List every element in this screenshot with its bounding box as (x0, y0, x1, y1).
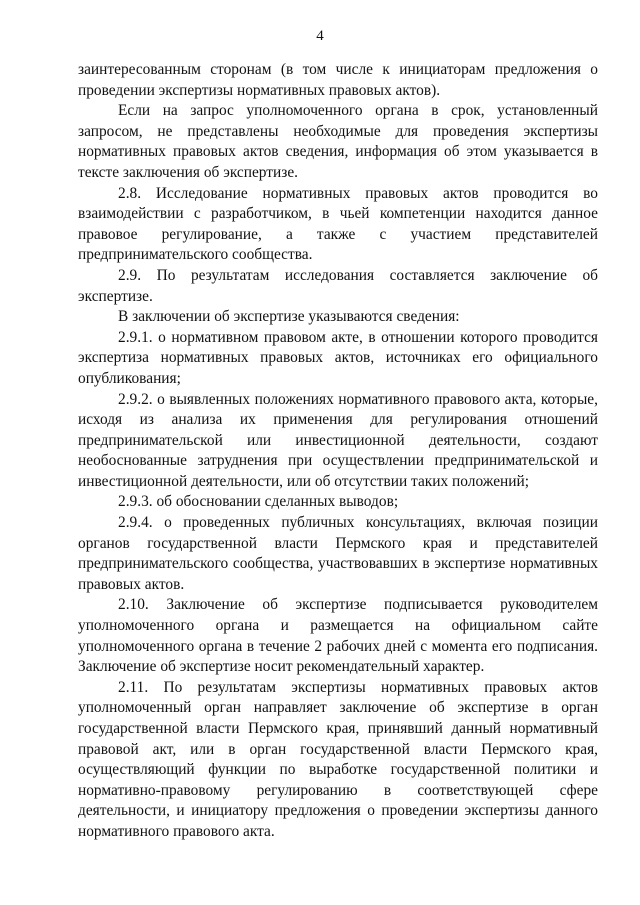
paragraph-request-info: Если на запрос уполномоченного органа в срок, установленный запросом, не представлены необходимые для проведения экспертизы нормативных правовых актов сведения, информация об этом указывается в тексте заключения об экспертизе. (78, 102, 598, 181)
paragraph-conclusion-info: В заключении об экспертизе указываются сведения: (118, 308, 460, 326)
paragraph-2-10: 2.10. Заключение об экспертизе подписывается руководителем уполномоченного органа и размещается на официальном сайте уполномоченного органа в течение 2 рабочих дней с момента его подписания. Заключение об экспертизе носит рекомендательный характер. (78, 596, 598, 676)
paragraph-2-9-3: 2.9.3. об обосновании сделанных выводов; (118, 493, 399, 511)
paragraph-2-9-4: 2.9.4. о проведенных публичных консультациях, включая позиции органов государственной власти Пермского края и представителей предпринимательского сообщества, участвовавших в экспертизе нормативных правовых актов. (78, 514, 598, 593)
paragraph-continuation: заинтересованным сторонам (в том числе к инициаторам предложения о проведении экспертизы нормативных правовых актов). (78, 61, 598, 99)
paragraph-2-9-1: 2.9.1. о нормативном правовом акте, в отношении которого проводится экспертиза нормативных правовых актов, источниках его официального опубликования; (78, 328, 598, 387)
paragraph-2-11: 2.11. По результатам экспертизы нормативных правовых актов уполномоченный орган направляет заключение об экспертизе в орган государственной власти Пермского края, принявший данный нормативный правовой акт, или в орган государственной власти Пермского края, осуществляющий функции по выработке государственной политики и нормативно-правовому регулированию в соответствующей сфере деятельности, и инициатору предложения о проведении экспертизы данного нормативного правового акта. (78, 678, 598, 840)
page-number: 4 (316, 28, 324, 44)
document-body (78, 60, 598, 843)
paragraph-2-9-2: 2.9.2. о выявленных положениях нормативного правового акта, которые, исходя из анализа их применения для регулирования отношений предпринимательской или инвестиционной деятельности, создают необоснованные затруднения при осуществлении предпринимательской и инвестиционной деятельности, или об отсутствии таких положений; (78, 390, 598, 490)
paragraph-2-9: 2.9. По результатам исследования составляется заключение об экспертизе. (78, 266, 598, 305)
paragraph-2-8: 2.8. Исследование нормативных правовых актов проводится во взаимодействии с разработчиком, в чьей компетенции находится данное правовое регулирование, а также с участием представителей предпринимательского сообщества. (78, 184, 598, 264)
